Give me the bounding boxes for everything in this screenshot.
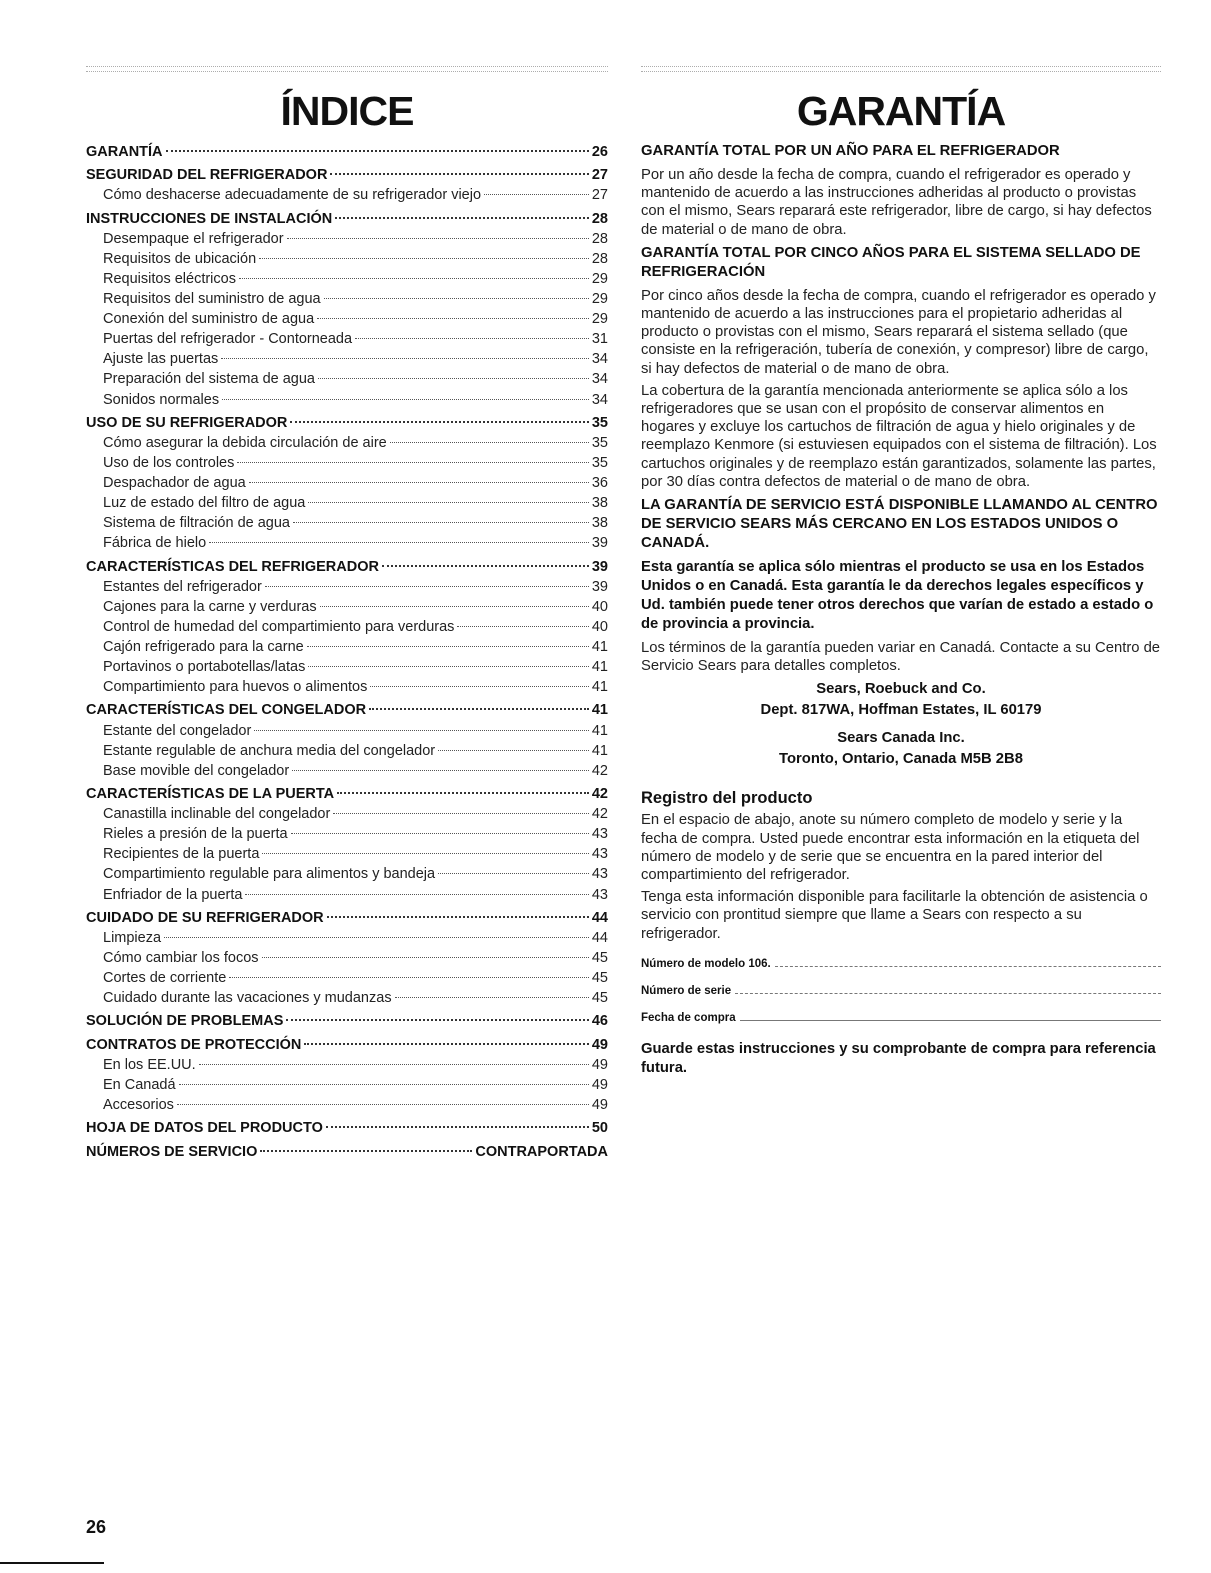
warranty-paragraph: Por cinco años desde la fecha de compra, cuando el refrigerador es operado y mantenido de acuerdo a las instrucciones para el propietario adheridas al producto o provistas con el mismo, Sears reparará el sistema sellado (que consiste en la refrigeración, tubería de conexión, y compresor) libre de cargo, si hay defectos de material o de mano de obra.: [641, 287, 1156, 377]
toc-entry-page: 29: [591, 270, 608, 287]
dot-leader: [260, 1150, 472, 1152]
toc-section-entry[interactable]: [86, 1011, 608, 1031]
toc-subentry[interactable]: [86, 229, 608, 249]
toc-entry-page: 40: [591, 618, 608, 635]
toc-entry-title: USO DE SU REFRIGERADOR: [86, 414, 288, 431]
toc-subentry[interactable]: [86, 369, 608, 389]
toc-subentry[interactable]: [86, 513, 608, 533]
toc-subentry[interactable]: [86, 577, 608, 597]
toc-section-entry[interactable]: [86, 142, 608, 162]
toc-entry-page: 41: [591, 702, 608, 719]
bottom-rule: [0, 1562, 104, 1564]
toc-entry-title: Enfriador de la puerta: [103, 886, 243, 903]
toc-entry-title: Preparación del sistema de agua: [103, 371, 315, 388]
toc-entry-page: 43: [591, 826, 608, 843]
dot-leader: [237, 462, 588, 463]
address-line: Dept. 817WA, Hoffman Estates, IL 60179: [760, 702, 1042, 719]
toc-entry-page: 38: [591, 515, 608, 532]
toc-entry-page: 49: [591, 1056, 608, 1073]
dot-leader: [333, 813, 589, 814]
toc-entry-page: 41: [591, 722, 608, 739]
toc-subentry[interactable]: [86, 493, 608, 513]
toc-entry-page: 35: [591, 454, 608, 471]
dot-leader: [229, 977, 589, 978]
toc-entry-page: 49: [591, 1076, 608, 1093]
dot-leader: [287, 238, 589, 239]
toc-subentry[interactable]: [86, 844, 608, 864]
warranty-column: [641, 66, 1161, 1078]
toc-section-entry[interactable]: [86, 784, 608, 804]
toc-entry-page: 39: [591, 578, 608, 595]
toc-entry-title: CARACTERÍSTICAS DEL CONGELADOR: [86, 702, 367, 719]
toc-entry-page: 49: [591, 1036, 608, 1053]
toc-entry-title: Estante del congelador: [103, 722, 252, 739]
dot-leader: [292, 770, 589, 771]
toc-entry-page: 45: [591, 990, 608, 1007]
toc-subentry[interactable]: [86, 349, 608, 369]
toc-entry-page: 41: [591, 679, 608, 696]
toc-entry-title: Sonidos normales: [103, 391, 220, 408]
dot-leader: [369, 708, 589, 710]
toc-subentry[interactable]: [86, 1075, 608, 1095]
toc-subentry[interactable]: [86, 657, 608, 677]
toc-subentry[interactable]: [86, 249, 608, 269]
toc-entry-title: Compartimiento regulable para alimentos y bandeja: [103, 866, 436, 883]
toc-entry-page: 42: [591, 786, 608, 803]
serial-number-blank[interactable]: [735, 993, 1161, 994]
toc-subentry[interactable]: [86, 677, 608, 697]
toc-entry-page: 38: [591, 495, 608, 512]
toc-entry-page: 34: [591, 391, 608, 408]
dot-leader: [438, 873, 589, 874]
dot-leader: [335, 217, 589, 219]
dot-leader: [382, 565, 589, 567]
dot-leader: [221, 358, 589, 359]
toc-subentry[interactable]: [86, 453, 608, 473]
dot-leader: [330, 173, 588, 175]
toc-entry-title: En los EE.UU.: [103, 1056, 196, 1073]
registration-paragraph: En el espacio de abajo, anote su número completo de modelo y serie y la fecha de compra. Usted puede encontrar esta información en la etiqueta del número de modelo y de serie que se encuentra en la pared interior del compartimiento del refrigerador.: [641, 812, 1140, 884]
toc-entry-page: 43: [591, 886, 608, 903]
dot-leader: [324, 298, 589, 299]
toc-entry-page: 27: [591, 167, 608, 184]
toc-subentry[interactable]: [86, 390, 608, 410]
dot-leader: [239, 278, 589, 279]
toc-subentry[interactable]: [86, 617, 608, 637]
keep-instructions-note: Guarde estas instrucciones y su comprobante de compra para referencia futura.: [641, 1040, 1156, 1076]
toc-entry-title: Sistema de filtración de agua: [103, 515, 290, 532]
toc-entry-page: 41: [591, 659, 608, 676]
dot-leader: [307, 646, 589, 647]
toc-entry-title: Desempaque el refrigerador: [103, 230, 284, 247]
dot-leader: [291, 833, 589, 834]
toc-entry-page: 28: [591, 230, 608, 247]
dot-leader: [254, 730, 589, 731]
toc-entry-title: Ajuste las puertas: [103, 351, 219, 368]
dot-leader: [164, 937, 589, 938]
dot-leader: [370, 686, 589, 687]
toc-subentry[interactable]: [86, 741, 608, 761]
toc-entry-title: Portavinos o portabotellas/latas: [103, 659, 306, 676]
toc-subentry[interactable]: [86, 309, 608, 329]
toc-section-entry[interactable]: [86, 557, 608, 577]
toc-subentry[interactable]: [86, 289, 608, 309]
toc-entry-title: Base movible del congelador: [103, 762, 290, 779]
sears-address-canada: [641, 728, 1161, 770]
purchase-date-field[interactable]: [641, 1004, 1161, 1024]
toc-section-entry[interactable]: [86, 1118, 608, 1138]
model-number-field[interactable]: [641, 950, 1161, 970]
toc-entry-page: 43: [591, 866, 608, 883]
toc-entry-title: Requisitos de ubicación: [103, 250, 257, 267]
dot-leader: [245, 894, 588, 895]
dot-leader: [286, 1019, 588, 1021]
toc-subentry[interactable]: [86, 988, 608, 1008]
toc-entry-title: SOLUCIÓN DE PROBLEMAS: [86, 1013, 284, 1030]
toc-subentry[interactable]: [86, 433, 608, 453]
dot-leader: [222, 399, 589, 400]
product-registration-heading: Registro del producto: [641, 789, 813, 808]
toc-entry-page: 42: [591, 806, 608, 823]
toc-entry-page: 39: [591, 558, 608, 575]
dot-leader: [249, 482, 589, 483]
toc-subentry[interactable]: [86, 637, 608, 657]
toc-section-entry[interactable]: [86, 908, 608, 928]
purchase-date-blank[interactable]: [740, 1020, 1161, 1021]
toc-column: [86, 66, 608, 1162]
toc-entry-title: Cajón refrigerado para la carne: [103, 639, 304, 655]
toc-subentry[interactable]: [86, 1055, 608, 1075]
top-rule: [641, 66, 1161, 72]
top-rule: [86, 66, 608, 72]
dot-leader: [355, 338, 589, 339]
toc-section-entry[interactable]: [86, 700, 608, 720]
dot-leader: [390, 442, 589, 443]
toc-entry-title: Requisitos del suministro de agua: [103, 291, 321, 308]
toc-subentry[interactable]: [86, 968, 608, 988]
dot-leader: [395, 997, 589, 998]
purchase-date-label: Fecha de compra: [641, 1011, 736, 1024]
toc-entry-title: Cajones para la carne y verduras: [103, 598, 317, 615]
warranty-legal-note: Esta garantía se aplica sólo mientras el producto se usa en los Estados Unidos o en Canadá. Esta garantía le da derechos legales específicos y Ud. también puede tener otros derechos que varían de estado a estado o de provincia a provincia.: [641, 559, 1154, 633]
toc-entry-page: CONTRAPORTADA: [475, 1143, 608, 1160]
toc-entry-page: 49: [591, 1097, 608, 1113]
toc-entry-page: 50: [591, 1120, 608, 1137]
toc-subentry[interactable]: [86, 928, 608, 948]
toc-entry-title: INSTRUCCIONES DE INSTALACIÓN: [86, 210, 333, 227]
toc-entry-page: 36: [591, 475, 608, 492]
dot-leader: [308, 502, 589, 503]
toc-entry-page: 27: [591, 187, 608, 204]
toc-entry-title: Cortes de corriente: [103, 970, 227, 987]
dot-leader: [209, 542, 589, 543]
dot-leader: [166, 150, 589, 152]
toc-section-entry[interactable]: [86, 1035, 608, 1055]
toc-subentry[interactable]: [86, 864, 608, 884]
toc-subentry[interactable]: [86, 885, 608, 905]
toc-entry-page: 34: [591, 351, 608, 368]
toc-subentry[interactable]: [86, 721, 608, 741]
toc-entry-title: GARANTÍA: [86, 144, 163, 160]
registration-paragraph: Tenga esta información disponible para facilitarle la obtención de asistencia o servicio con prontitud siempre que llame a Sears con respecto a su refrigerador.: [641, 889, 1148, 942]
warranty-title: GARANTÍA: [796, 88, 1006, 134]
warranty-paragraph: Por un año desde la fecha de compra, cuando el refrigerador es operado y mantenido de acuerdo a las instrucciones adheridas al producto o provistas con el mismo, Sears reparará este refrigerador, libre de cargo, si hay defectos de material o de mano de obra.: [641, 167, 1152, 238]
toc-entry-page: 45: [591, 970, 608, 987]
toc-entry-title: CARACTERÍSTICAS DEL REFRIGERADOR: [86, 558, 379, 575]
toc-entry-title: Estantes del refrigerador: [103, 578, 262, 595]
toc-entry-page: 43: [591, 846, 608, 863]
dot-leader: [259, 258, 589, 259]
toc-entry-title: Luz de estado del filtro de agua: [103, 495, 306, 512]
toc-entry-title: Despachador de agua: [103, 475, 246, 492]
toc-subentry[interactable]: [86, 1095, 608, 1115]
toc-section-entry[interactable]: [86, 1142, 608, 1162]
dot-leader: [304, 1043, 588, 1045]
toc-section-entry[interactable]: [86, 209, 608, 229]
dot-leader: [318, 378, 589, 379]
toc-entry-page: 34: [591, 371, 608, 388]
toc-entry-title: Control de humedad del compartimiento para verduras: [103, 618, 455, 635]
warranty-heading-service: LA GARANTÍA DE SERVICIO ESTÁ DISPONIBLE LLAMANDO AL CENTRO DE SERVICIO SEARS MÁS CERCANO EN LOS ESTADOS UNIDOS O CANADÁ.: [641, 497, 1158, 552]
toc-entry-page: 26: [591, 144, 608, 160]
toc-entry-page: 35: [591, 414, 608, 431]
toc-entry-page: 41: [591, 742, 608, 759]
toc-subentry[interactable]: [86, 761, 608, 781]
toc-entry-page: 29: [591, 291, 608, 308]
toc-entry-page: 28: [591, 210, 608, 227]
toc-entry-title: CONTRATOS DE PROTECCIÓN: [86, 1036, 302, 1053]
toc-entry-page: 39: [591, 535, 608, 552]
toc-entry-title: Canastilla inclinable del congelador: [103, 806, 331, 823]
dot-leader: [262, 853, 588, 854]
toc-entry-title: Cómo asegurar la debida circulación de aire: [103, 434, 387, 451]
toc-entry-title: CARACTERÍSTICAS DE LA PUERTA: [86, 786, 335, 803]
toc-entry-title: Accesorios: [103, 1097, 174, 1113]
toc-entry-page: 44: [591, 909, 608, 926]
dot-leader: [326, 1126, 589, 1128]
toc-entry-title: Cómo cambiar los focos: [103, 949, 259, 966]
dot-leader: [484, 194, 589, 195]
dot-leader: [293, 522, 589, 523]
model-number-label: Número de modelo 106.: [641, 957, 771, 970]
dot-leader: [290, 421, 588, 423]
toc-entry-page: 35: [591, 434, 608, 451]
dot-leader: [265, 586, 589, 587]
dot-leader: [327, 916, 589, 918]
dot-leader: [438, 750, 589, 751]
toc-entry-title: Conexión del suministro de agua: [103, 311, 315, 328]
toc-entry-title: Cuidado durante las vacaciones y mudanzas: [103, 990, 392, 1007]
toc-entry-title: Cómo deshacerse adecuadamente de su refrigerador viejo: [103, 187, 482, 204]
toc-entry-title: NÚMEROS DE SERVICIO: [86, 1143, 258, 1160]
address-line: Sears Canada Inc.: [837, 730, 965, 747]
page-number: 26: [86, 1517, 107, 1537]
toc-entry-title: Uso de los controles: [103, 454, 235, 471]
toc-entry-title: Limpieza: [103, 929, 162, 946]
dot-leader: [199, 1064, 589, 1065]
toc-entry-page: 29: [591, 311, 608, 328]
toc-subentry[interactable]: [86, 804, 608, 824]
warranty-paragraph: Los términos de la garantía pueden variar en Canadá. Contacte a su Centro de Servicio Sears para detalles completos.: [641, 640, 1161, 675]
toc-entry-page: 45: [591, 949, 608, 966]
sears-address-us: [641, 679, 1161, 721]
toc-entry-title: Compartimiento para huevos o alimentos: [103, 679, 368, 696]
warranty-paragraph: La cobertura de la garantía mencionada anteriormente se aplica sólo a los refrigeradores que se usan con el propósito de conservar alimentos en hogares y excluye los cartuchos de filtración de agua y hielo originales y de reemplazo Kenmore (si estuviesen equipados con el sistema de filtración). Los cartuchos originales y de reemplazo están garantizados, solamente las partes, por 30 días contra defectos de material o de mano de obra.: [641, 382, 1157, 490]
toc-subentry[interactable]: [86, 473, 608, 493]
dot-leader: [177, 1104, 589, 1105]
toc-entry-page: 31: [591, 331, 608, 348]
toc-subentry[interactable]: [86, 597, 608, 617]
toc-entry-title: Fábrica de hielo: [103, 535, 207, 552]
toc-entry-title: Estante regulable de anchura media del congelador: [103, 742, 436, 759]
toc-subentry[interactable]: [86, 948, 608, 968]
warranty-heading-one-year: GARANTÍA TOTAL POR UN AÑO PARA EL REFRIGERADOR: [641, 143, 1060, 159]
toc-entry-title: Recipientes de la puerta: [103, 846, 260, 863]
toc-entry-page: 28: [591, 250, 608, 267]
toc-subentry[interactable]: [86, 533, 608, 553]
toc-section-entry[interactable]: [86, 165, 608, 185]
toc-title: ÍNDICE: [280, 88, 414, 134]
toc-entry-title: HOJA DE DATOS DEL PRODUCTO: [86, 1120, 323, 1137]
dot-leader: [457, 626, 588, 627]
serial-number-label: Número de serie: [641, 984, 732, 997]
toc-entry-title: En Canadá: [103, 1076, 176, 1093]
toc-entry-title: Requisitos eléctricos: [103, 270, 236, 287]
toc-list: [86, 142, 608, 1162]
address-line: Sears, Roebuck and Co.: [816, 681, 986, 698]
toc-entry-title: Puertas del refrigerador - Contorneada: [103, 331, 353, 348]
toc-subentry[interactable]: [86, 269, 608, 289]
address-line: Toronto, Ontario, Canada M5B 2B8: [779, 751, 1023, 768]
toc-subentry[interactable]: [86, 185, 608, 205]
toc-section-entry[interactable]: [86, 413, 608, 433]
dot-leader: [317, 318, 589, 319]
toc-entry-title: CUIDADO DE SU REFRIGERADOR: [86, 909, 324, 926]
dot-leader: [337, 792, 589, 794]
dot-leader: [320, 606, 589, 607]
serial-number-field[interactable]: [641, 977, 1161, 997]
model-number-blank[interactable]: [775, 966, 1161, 967]
toc-entry-page: 40: [591, 598, 608, 615]
toc-entry-page: 41: [591, 639, 608, 655]
toc-subentry[interactable]: [86, 824, 608, 844]
toc-entry-page: 42: [591, 762, 608, 779]
toc-entry-title: Rieles a presión de la puerta: [103, 826, 288, 843]
dot-leader: [308, 666, 589, 667]
dot-leader: [179, 1084, 589, 1085]
toc-entry-page: 44: [591, 929, 608, 946]
dot-leader: [262, 957, 589, 958]
warranty-heading-five-year: GARANTÍA TOTAL POR CINCO AÑOS PARA EL SISTEMA SELLADO DE REFRIGERACIÓN: [641, 244, 1141, 280]
toc-entry-page: 46: [591, 1013, 608, 1030]
toc-entry-title: SEGURIDAD DEL REFRIGERADOR: [86, 167, 328, 184]
toc-subentry[interactable]: [86, 329, 608, 349]
